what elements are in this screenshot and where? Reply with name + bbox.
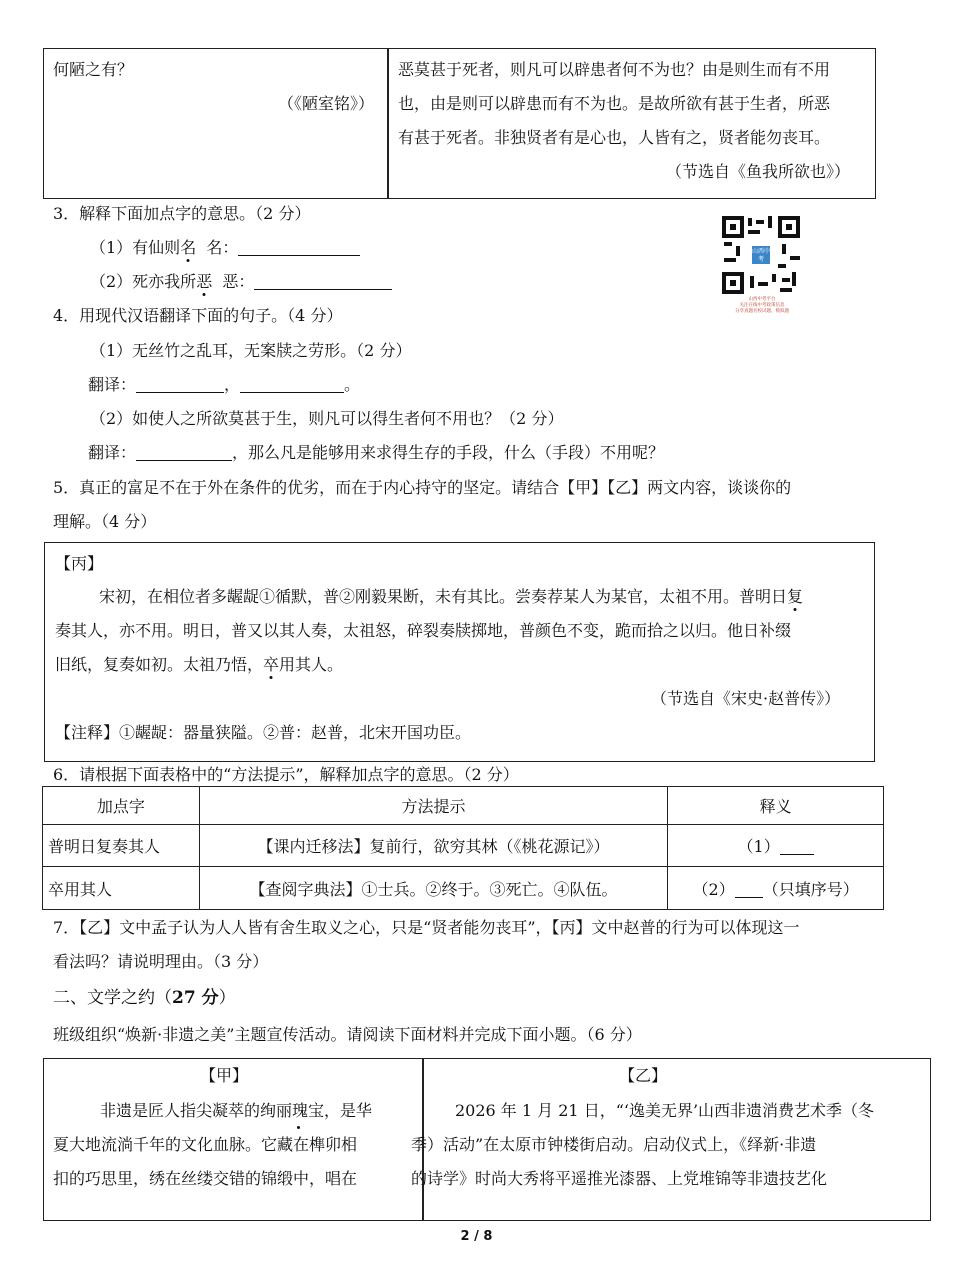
yi-line-1: 2026 年 1 月 21 日，“‘逸美无界’山西非遗消费艺术季（冬: [455, 1101, 875, 1120]
q6-row-2-phrase: 卒用其人: [43, 867, 200, 910]
q5-line-1: 5．真正的富足不在于外在条件的优劣，而在于内心持守的坚定。请结合【甲】【乙】两文内容，谈谈你的: [53, 478, 792, 497]
q3-item-2-answer-blank[interactable]: [254, 271, 392, 290]
bing-dotted-char-zu: 卒: [263, 655, 280, 674]
q7-line-1: 7．【乙】文中孟子认为人人皆有舍生取义之心，只是“贤者能勿丧耳”，【丙】文中赵普的行为可以体现这一: [53, 918, 800, 937]
q4-translate-2-tail: ，那么凡是能够用来求得生存的手段，什么（手段）不用呢？: [232, 443, 665, 462]
bing-source: （节选自《宋史·赵普传》）: [651, 689, 841, 708]
bing-dotted-char-fu: 复: [787, 587, 804, 606]
bing-note: 【注释】①龌龊：器量狭隘。②普：赵普，北宋开国功臣。: [55, 723, 472, 742]
q4-translate-2-blank[interactable]: [136, 442, 232, 461]
section-2-intro: 班级组织“焕新·非遗之美”主题宣传活动。请阅读下面材料并完成下面小题。（6 分）: [53, 1025, 642, 1044]
q4-sentence-2: （2）如使人之所欲莫甚于生，则凡可以得生者何不用也？（2 分）: [90, 409, 564, 428]
section-2-title-a: 二、文学之约（: [53, 988, 172, 1008]
qr-caption-line-3: 分享真题名校试题、模拟题: [735, 309, 789, 314]
q6-row-1-phrase: 普明日复奏其人: [43, 825, 200, 867]
page-number: 2 / 8: [460, 1229, 493, 1244]
bing-title: 【丙】: [55, 554, 104, 573]
yi-line-3: 的诗学》时尚大秀将平遥推光漆器、上党堆锦等非遗技艺化: [411, 1169, 828, 1188]
jia-line-1: 非遗是匠人指尖凝萃的绚丽瑰宝，是华: [100, 1101, 373, 1120]
q6-header-method: 方法提示: [199, 787, 667, 825]
q3-stem: 3．解释下面加点字的意思。（2 分）: [53, 204, 311, 223]
qr-caption: [718, 297, 806, 315]
bing-line-3-text-a: 旧纸，复奏如初。太祖乃悟，: [55, 655, 264, 674]
bing-line-1-text: 宋初，在相位者多龌龊①循默，普②刚毅果断，未有其比。尝奏荐某人为某官，太祖不用。普明日: [99, 587, 788, 606]
bing-line-3: [55, 648, 343, 682]
q4-translate-1-blank-b[interactable]: [240, 374, 344, 393]
q3-item-2: [90, 265, 392, 299]
top-left-text: 何陋之有？: [53, 60, 134, 79]
q4-translate-1-period: 。: [344, 375, 361, 394]
q6-row-2-answer-label: （2）: [692, 879, 735, 899]
q4-stem: 4．用现代汉语翻译下面的句子。（4 分）: [53, 306, 343, 325]
jia-title: 【甲】: [200, 1066, 249, 1085]
q4-translate-1-label: 翻译：: [88, 375, 137, 394]
q4-translate-2-label: 翻译：: [88, 443, 137, 462]
bing-line-2: 奏其人，亦不用。明日，普又以其人奏，太祖怒，碎裂奏牍掷地，普颜色不变，跪而拾之以归。他日补缀: [55, 621, 792, 640]
q6-header-dotted-char: 加点字: [43, 787, 200, 825]
q6-table: [42, 786, 884, 910]
yi-line-2: 季）活动”在太原市钟楼街启动。启动仪式上，《绎新·非遗: [411, 1135, 817, 1154]
top-left-source: （《陋室铭》）: [278, 94, 375, 113]
q7-line-2: 看法吗？请说明理由。（3 分）: [53, 952, 269, 971]
q6-stem: 6．请根据下面表格中的“方法提示”，解释加点字的意思。（2 分）: [53, 765, 519, 784]
q4-sentence-1: （1）无丝竹之乱耳，无案牍之劳形。（2 分）: [90, 341, 412, 360]
bing-line-1: [99, 580, 803, 614]
q3-item-2-label: 恶：: [222, 272, 255, 291]
q6-row-2-method: 【查阅字典法】①士兵。②终于。③死亡。④队伍。: [199, 867, 667, 910]
yi-title: 【乙】: [619, 1066, 668, 1085]
q5-line-2: 理解。（4 分）: [53, 512, 157, 531]
q6-row-2-answer: [668, 867, 884, 910]
top-right-line-3: 有甚于死者。非独贤者有是心也，人皆有之，贤者能勿丧耳。: [398, 128, 831, 147]
q3-item-1: [90, 231, 360, 265]
top-right-line-1: 恶莫甚于死者，则凡可以辟患者何不为也？由是则生而有不用: [398, 60, 831, 79]
q4-translate-1-blank-a[interactable]: [136, 374, 224, 393]
qr-code-image[interactable]: [722, 216, 800, 294]
top-right-line-2: 也，由是则可以辟患而有不为也。是故所欲有甚于生者，所恶: [398, 94, 831, 113]
q6-header-meaning: 释义: [668, 787, 884, 825]
q3-item-1-dotted-char: 名: [180, 238, 197, 257]
section-2-title: [53, 981, 236, 1015]
q3-item-1-label: 名：: [206, 238, 239, 257]
qr-center-logo: 山西中考: [750, 244, 772, 266]
q3-item-2-prefix: （2）死亦我所: [90, 272, 197, 291]
q6-row-2-answer-blank[interactable]: [735, 879, 763, 898]
jia-line-2: 夏大地流淌千年的文化血脉。它藏在榫卯相: [53, 1135, 358, 1154]
q6-row-1-answer-blank[interactable]: [780, 836, 814, 855]
jia-line-3: 扣的巧思里，绣在丝缕交错的锦缎中，唱在: [53, 1169, 358, 1188]
section-2-title-score: 27 分: [172, 988, 219, 1008]
qr-caption-line-1: 山西中考平台: [748, 297, 776, 302]
q6-row-2-answer-tail: （只填序号）: [762, 879, 859, 899]
q4-translate-1-comma: ，: [224, 375, 241, 394]
q6-row-1-method: 【课内迁移法】复前行，欲穷其林（《桃花源记》）: [199, 825, 667, 867]
q4-translate-2: [88, 436, 664, 470]
jia-dot-mark: [297, 1126, 300, 1129]
q3-item-1-prefix: （1）有仙则: [90, 238, 181, 257]
q3-item-2-dotted-char: 恶: [196, 272, 213, 291]
q4-translate-1: [88, 368, 360, 402]
q6-row-1-answer: [668, 825, 884, 867]
top-table-divider: [387, 49, 389, 198]
qr-caption-line-2: 关注在线中考政策信息: [739, 303, 785, 308]
section-2-title-c: ）: [218, 988, 236, 1008]
top-right-source: （节选自《鱼我所欲也》）: [666, 162, 851, 181]
bing-line-3-text-b: 用其人。: [279, 655, 344, 674]
q6-row-1-answer-label: （1）: [737, 837, 780, 856]
q3-item-1-answer-blank[interactable]: [238, 237, 360, 256]
